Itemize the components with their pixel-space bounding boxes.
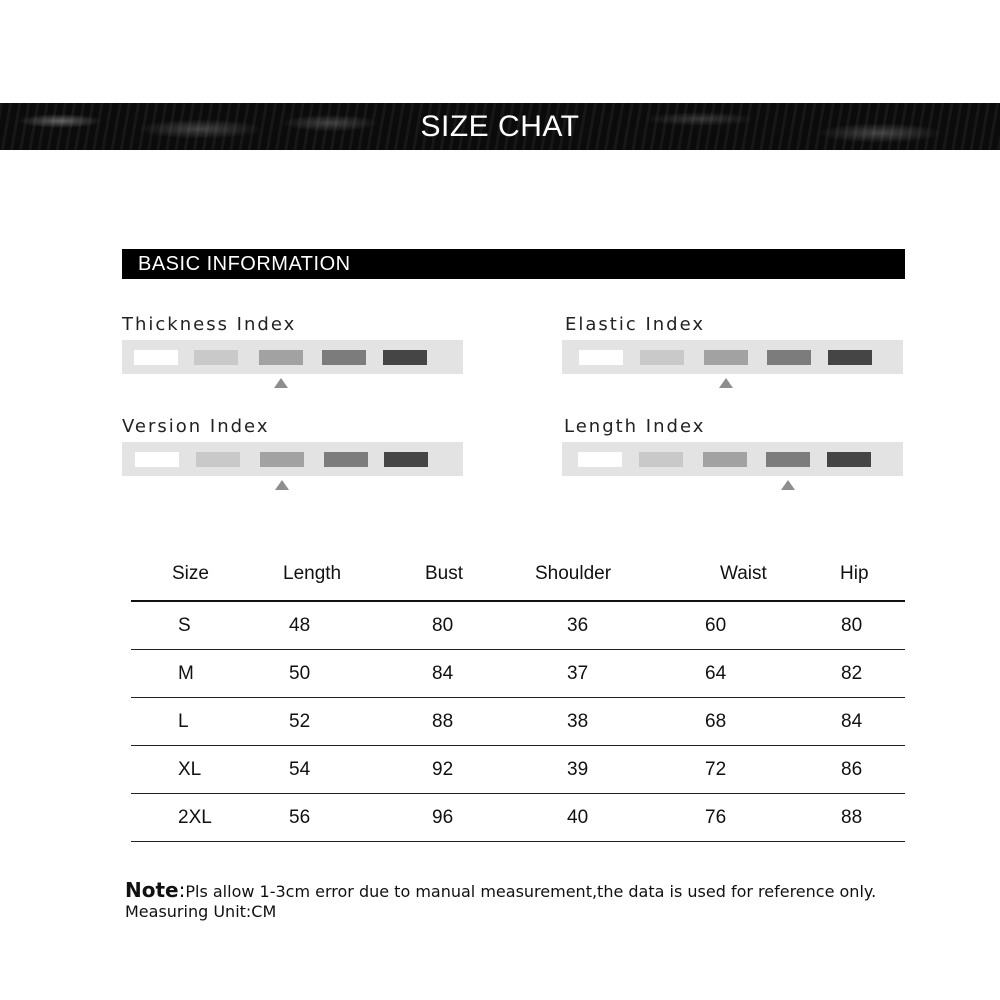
cell-shoulder: 37 xyxy=(531,650,681,698)
level-3-swatch xyxy=(704,350,748,365)
level-3-swatch xyxy=(259,350,303,365)
level-3-swatch xyxy=(260,452,304,467)
cell-shoulder: 39 xyxy=(531,746,681,794)
cell-size: S xyxy=(131,601,272,650)
level-2-swatch xyxy=(196,452,240,467)
cell-length: 50 xyxy=(272,650,407,698)
level-1-swatch xyxy=(578,452,622,467)
table-row xyxy=(131,650,905,698)
measuring-unit: Measuring Unit:CM xyxy=(125,902,277,921)
level-5-swatch xyxy=(384,452,428,467)
banner-title: SIZE CHAT xyxy=(420,110,580,143)
level-1-swatch xyxy=(135,452,179,467)
level-4-swatch xyxy=(324,452,368,467)
table-header-row xyxy=(131,548,905,601)
cell-waist: 64 xyxy=(681,650,817,698)
table-row xyxy=(131,601,905,650)
cell-hip: 84 xyxy=(817,698,905,746)
cell-length: 48 xyxy=(272,601,407,650)
cell-waist: 76 xyxy=(681,794,817,842)
level-4-swatch xyxy=(322,350,366,365)
note-separator: : xyxy=(178,878,186,902)
header-size: Size xyxy=(131,548,272,601)
elastic-index-label: Elastic Index xyxy=(565,314,706,335)
level-1-swatch xyxy=(134,350,178,365)
basic-information-title: BASIC INFORMATION xyxy=(138,253,351,275)
cell-size: 2XL xyxy=(131,794,272,842)
length-index-scale xyxy=(562,442,903,476)
elastic-selected-marker xyxy=(719,378,733,388)
cell-shoulder: 40 xyxy=(531,794,681,842)
length-selected-marker xyxy=(781,480,795,490)
table-row xyxy=(131,794,905,842)
level-4-swatch xyxy=(767,350,811,365)
cell-waist: 68 xyxy=(681,698,817,746)
cell-size: M xyxy=(131,650,272,698)
size-table xyxy=(131,548,905,842)
level-2-swatch xyxy=(194,350,238,365)
version-index-scale xyxy=(122,442,463,476)
length-index-label: Length Index xyxy=(564,416,706,437)
note-line xyxy=(125,880,876,902)
version-index-label: Version Index xyxy=(122,416,270,437)
cell-waist: 60 xyxy=(681,601,817,650)
note-text: Pls allow 1-3cm error due to manual measurement,the data is used for reference only. xyxy=(185,882,877,901)
elastic-index-scale xyxy=(562,340,903,374)
level-5-swatch xyxy=(827,452,871,467)
cell-bust: 80 xyxy=(407,601,531,650)
basic-information-header xyxy=(122,249,905,279)
cell-shoulder: 36 xyxy=(531,601,681,650)
header-bust: Bust xyxy=(407,548,531,601)
cell-hip: 86 xyxy=(817,746,905,794)
cell-size: XL xyxy=(131,746,272,794)
cell-hip: 82 xyxy=(817,650,905,698)
measurement-note xyxy=(125,880,876,922)
table-row xyxy=(131,698,905,746)
table-row xyxy=(131,746,905,794)
version-selected-marker xyxy=(275,480,289,490)
header-hip: Hip xyxy=(817,548,905,601)
cell-bust: 92 xyxy=(407,746,531,794)
level-2-swatch xyxy=(640,350,684,365)
cell-hip: 80 xyxy=(817,601,905,650)
cell-length: 54 xyxy=(272,746,407,794)
header-shoulder: Shoulder xyxy=(531,548,681,601)
cell-hip: 88 xyxy=(817,794,905,842)
cell-shoulder: 38 xyxy=(531,698,681,746)
thickness-index-scale xyxy=(122,340,463,374)
level-3-swatch xyxy=(703,452,747,467)
cell-bust: 88 xyxy=(407,698,531,746)
level-1-swatch xyxy=(579,350,623,365)
cell-bust: 96 xyxy=(407,794,531,842)
cell-size: L xyxy=(131,698,272,746)
cell-length: 56 xyxy=(272,794,407,842)
header-waist: Waist xyxy=(681,548,817,601)
level-2-swatch xyxy=(639,452,683,467)
cell-bust: 84 xyxy=(407,650,531,698)
thickness-index-label: Thickness Index xyxy=(122,314,297,335)
cell-length: 52 xyxy=(272,698,407,746)
level-5-swatch xyxy=(383,350,427,365)
note-label: Note xyxy=(125,878,179,902)
level-4-swatch xyxy=(766,452,810,467)
cell-waist: 72 xyxy=(681,746,817,794)
level-5-swatch xyxy=(828,350,872,365)
thickness-selected-marker xyxy=(274,378,288,388)
size-chart-banner xyxy=(0,103,1000,150)
header-length: Length xyxy=(272,548,407,601)
